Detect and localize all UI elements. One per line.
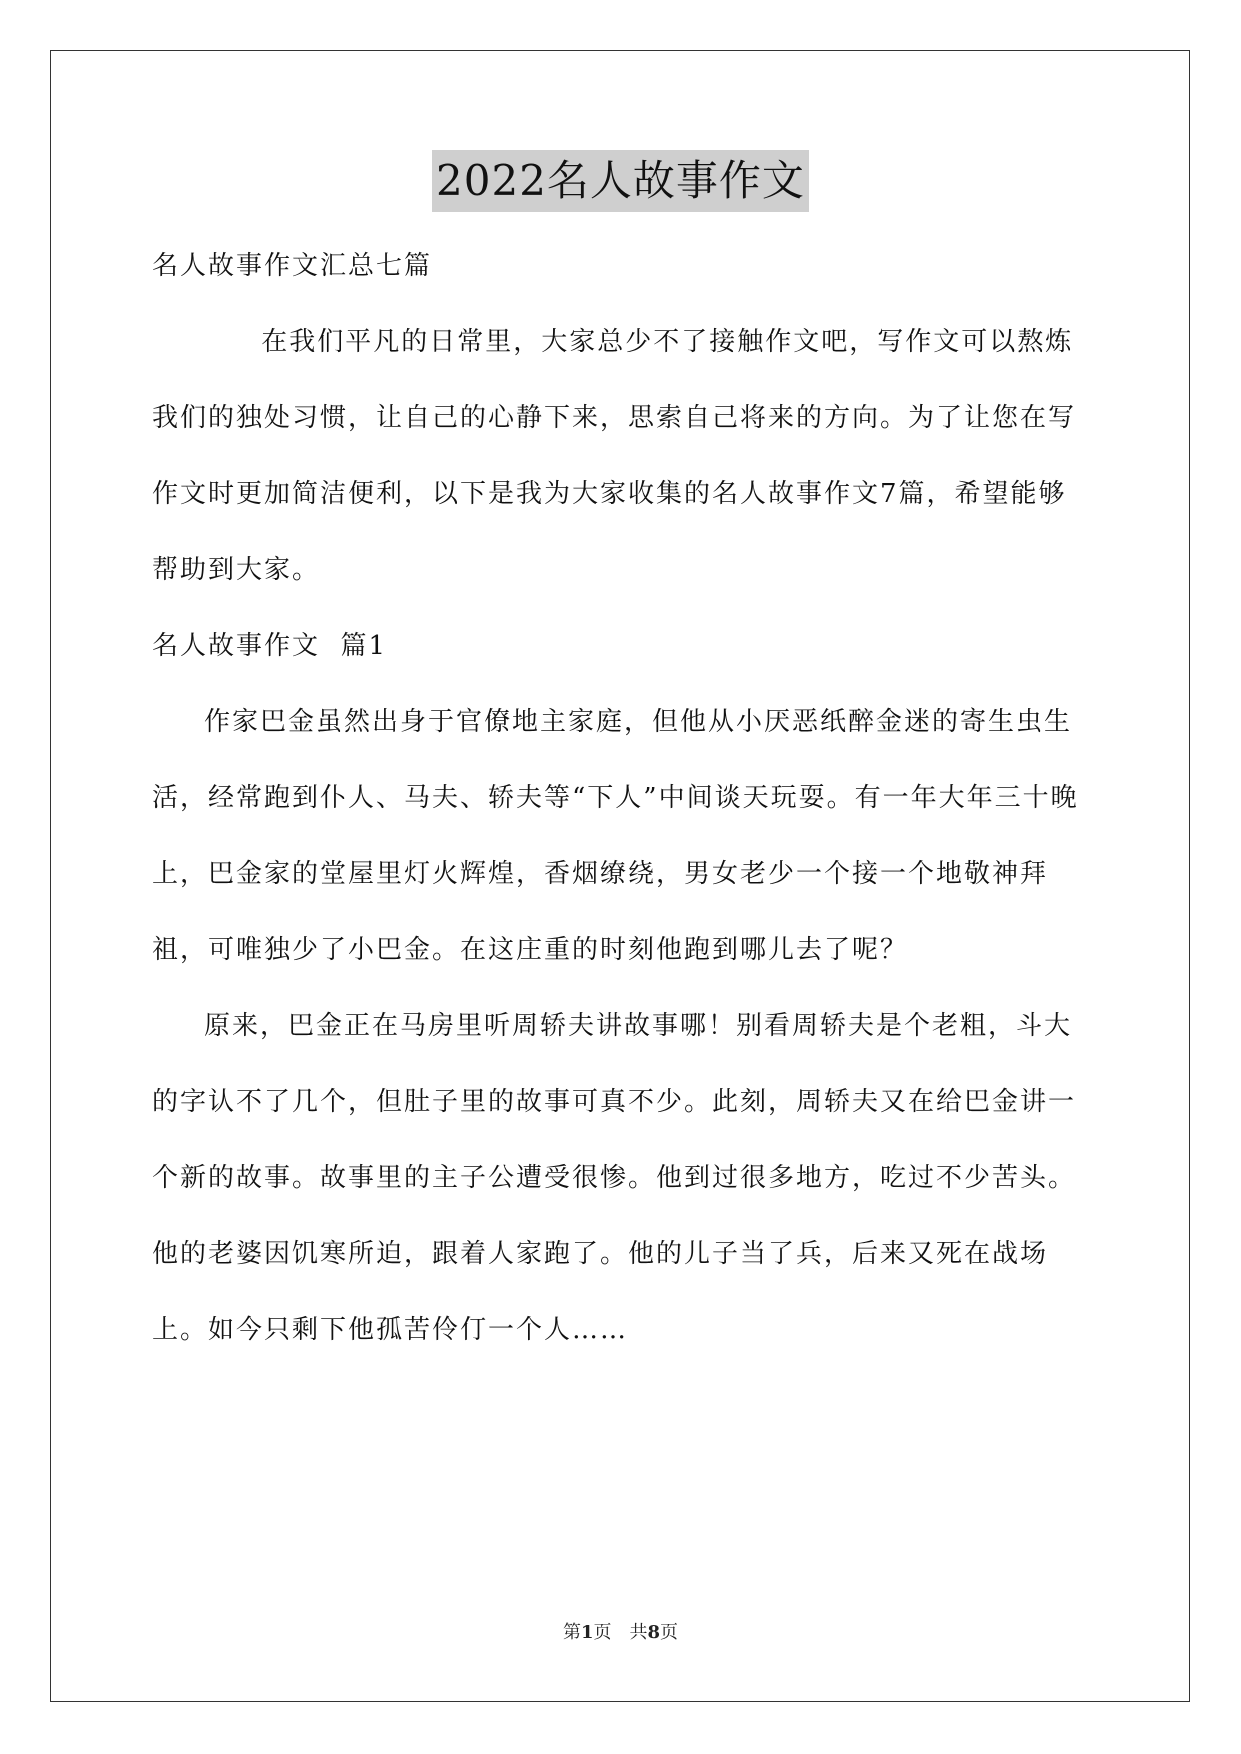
footer-page-mid: 页 共	[593, 1622, 648, 1643]
document-body	[152, 228, 1090, 1368]
page-footer	[0, 1618, 1241, 1644]
footer-page-suffix: 页	[660, 1622, 679, 1643]
title-wrap	[0, 150, 1241, 212]
section-heading: 名人故事作文 篇1	[152, 631, 388, 661]
footer-page-total: 8	[647, 1622, 661, 1643]
subtitle: 名人故事作文汇总七篇	[152, 251, 433, 281]
footer-page-current: 1	[580, 1622, 594, 1643]
document-title: 2022名人故事作文	[432, 150, 809, 212]
story-paragraph: 原来，巴金正在马房里听周轿夫讲故事哪！别看周轿夫是个老粗，斗大的字认不了几个，但肚子里的故事可真不少。此刻，周轿夫又在给巴金讲一个新的故事。故事里的主子公遭受很惨。他到过很多地方，吃过不少苦头。他的老婆因饥寒所迫，跟着人家跑了。他的儿子当了兵，后来又死在战场上。如今只剩下他孤苦伶仃一个人……	[152, 1011, 1077, 1345]
story-paragraph: 作家巴金虽然出身于官僚地主家庭，但他从小厌恶纸醉金迷的寄生虫生活，经常跑到仆人、马夫、轿夫等“下人”中间谈天玩耍。有一年大年三十晚上，巴金家的堂屋里灯火辉煌，香烟缭绕，男女老少一个接一个地敬神拜祖，可唯独少了小巴金。在这庄重的时刻他跑到哪儿去了呢？	[152, 707, 1079, 965]
intro-paragraph: 在我们平凡的日常里，大家总少不了接触作文吧，写作文可以熬炼我们的独处习惯，让自己的心静下来，思索自己将来的方向。为了让您在写作文时更加简洁便利，以下是我为大家收集的名人故事作文7篇，希望能够帮助到大家。	[152, 327, 1077, 585]
footer-page-prefix: 第	[562, 1622, 581, 1643]
